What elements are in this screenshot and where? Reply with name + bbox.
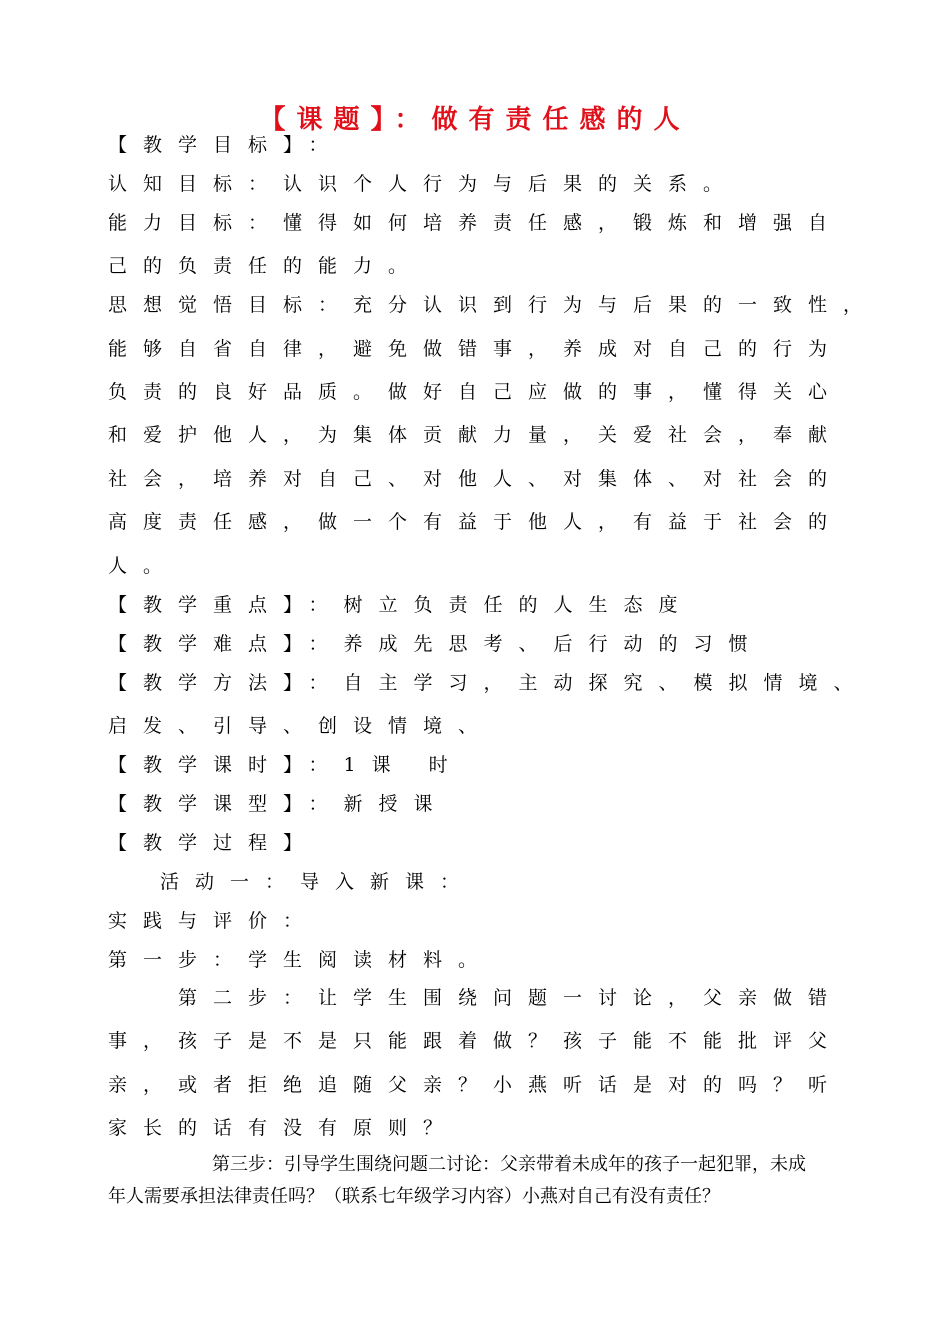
lesson-title: 【课题】：做有责任感的人 bbox=[259, 105, 691, 135]
step-two-line-3: 亲，或者拒绝追随父亲？小燕听话是对的吗？听 bbox=[108, 1074, 844, 1096]
teaching-focus: 【教学重点】：树立负责任的人生态度 bbox=[108, 594, 694, 616]
teaching-method-line-2: 启发、引导、创设情境、 bbox=[108, 715, 494, 737]
teaching-difficulty: 【教学难点】：养成先思考、后行动的习惯 bbox=[108, 633, 764, 655]
ideology-goal-line-4: 和爱护他人，为集体贡献力量，关爱社会，奉献 bbox=[108, 424, 844, 446]
teaching-method-line-1: 【教学方法】：自主学习，主动探究、模拟情境、 bbox=[108, 672, 869, 694]
teaching-hours: 【教学课时】：1课 时 bbox=[108, 754, 464, 776]
step-one: 第一步：学生阅读材料。 bbox=[108, 949, 494, 971]
step-three-line-1: 第三步：引导学生围绕问题二讨论：父亲带着未成年的孩子一起犯罪，未成 bbox=[212, 1154, 806, 1175]
teaching-process-heading: 【教学过程】 bbox=[108, 832, 319, 854]
teaching-goals-heading: 【教学目标】： bbox=[108, 134, 344, 156]
ideology-goal-line-6: 高度责任感，做一个有益于他人，有益于社会的 bbox=[108, 511, 844, 533]
step-two-line-1: 第二步：让学生围绕问题一讨论，父亲做错 bbox=[178, 987, 844, 1009]
ideology-goal-line-7: 人。 bbox=[108, 555, 179, 577]
ability-goal-line-2: 己的负责任的能力。 bbox=[108, 255, 424, 277]
step-two-line-4: 家长的话有没有原则？ bbox=[108, 1117, 459, 1139]
ability-goal-line-1: 能力目标：懂得如何培养责任感，锻炼和增强自 bbox=[108, 212, 844, 234]
cognitive-goal: 认知目标：认识个人行为与后果的关系。 bbox=[108, 173, 739, 195]
ideology-goal-line-2: 能够自省自律，避免做错事，养成对自己的行为 bbox=[108, 338, 844, 360]
ideology-goal-line-1: 思想觉悟目标：充分认识到行为与后果的一致性， bbox=[108, 294, 879, 316]
ideology-goal-line-5: 社会，培养对自己、对他人、对集体、对社会的 bbox=[108, 468, 844, 490]
practice-evaluation: 实践与评价： bbox=[108, 910, 319, 932]
activity-one-heading: 活动一：导入新课： bbox=[160, 871, 476, 893]
step-three-line-2: 年人需要承担法律责任吗？（联系七年级学习内容）小燕对自己有没有责任？ bbox=[108, 1186, 720, 1207]
step-two-line-2: 事，孩子是不是只能跟着做？孩子能不能批评父 bbox=[108, 1030, 844, 1052]
ideology-goal-line-3: 负责的良好品质。做好自己应做的事，懂得关心 bbox=[108, 381, 844, 403]
lesson-type: 【教学课型】：新授课 bbox=[108, 793, 449, 815]
